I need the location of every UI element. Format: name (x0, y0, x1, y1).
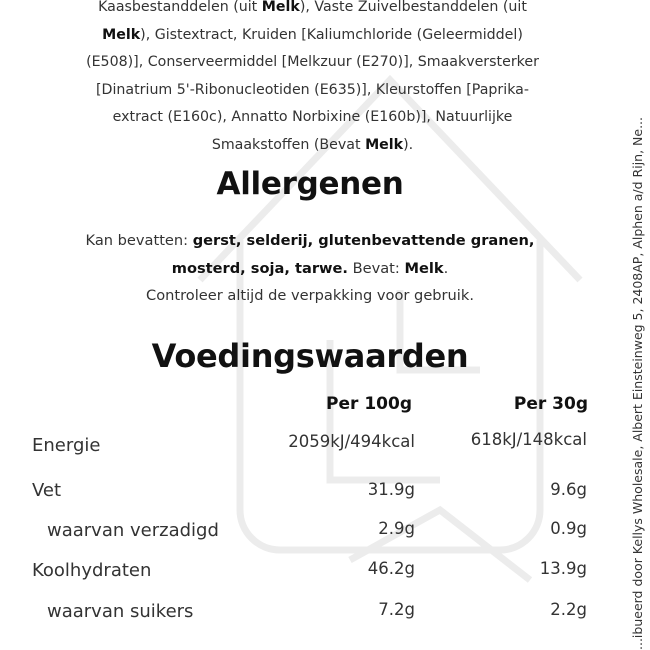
value-per100-suikers: 7.2g (378, 600, 415, 619)
allergens-text: Kan bevatten: gerst, selderij, glutenbevattende granen, mosterd, soja, tarwe. Bevat: Melk. Controleer altijd de verpakking voor gebruik. (15, 227, 605, 310)
allergens-heading: Allergenen (216, 166, 404, 202)
value-per100-energie: 2059kJ/494kcal (288, 432, 415, 451)
value-per30-energie: 618kJ/148kcal (470, 430, 587, 449)
value-per100-verzadigd: 2.9g (378, 519, 415, 538)
value-per30-suikers: 2.2g (550, 600, 587, 619)
value-per30-koolhydraten: 13.9g (539, 559, 587, 578)
value-per30-verzadigd: 0.9g (550, 519, 587, 538)
value-per30-vet: 9.6g (550, 480, 587, 499)
row-label-koolhydraten: Koolhydraten (32, 560, 152, 581)
ingredients-text: Kaasbestanddelen (uit Melk), Vaste Zuivelbestanddelen (uit Melk), Gistextract, Kruiden [Kaliumchloride (Geleermiddel) (E508)], Conserveermiddel [Melkzuur (E270)], Smaakversterker [Dinatrium 5'-Ribonucleotiden (E635)], Kleurstoffen [Paprika- extract (E160c), Annatto Norbixine (E160b)], Natuurlijke Smaakstoffen (Bevat Melk). (86, 0, 539, 153)
nutrition-heading: Voedingswaarden (151, 337, 469, 375)
distributor-text: ...ibueerd door Kellys Wholesale, Albert Einsteinweg 5, 2408AP, Alphen a/d Rijn, Ne... (630, 116, 645, 650)
row-label-verzadigd: waarvan verzadigd (47, 520, 219, 541)
value-per100-vet: 31.9g (367, 480, 415, 499)
row-label-suikers: waarvan suikers (47, 601, 194, 622)
column-header-per-30g: Per 30g (513, 394, 588, 414)
value-per100-koolhydraten: 46.2g (367, 559, 415, 578)
row-label-vet: Vet (32, 480, 62, 501)
row-label-energie: Energie (32, 435, 101, 456)
allergens-note: Controleer altijd de verpakking voor gebruik. (146, 287, 474, 304)
column-header-per-100g: Per 100g (326, 394, 412, 414)
